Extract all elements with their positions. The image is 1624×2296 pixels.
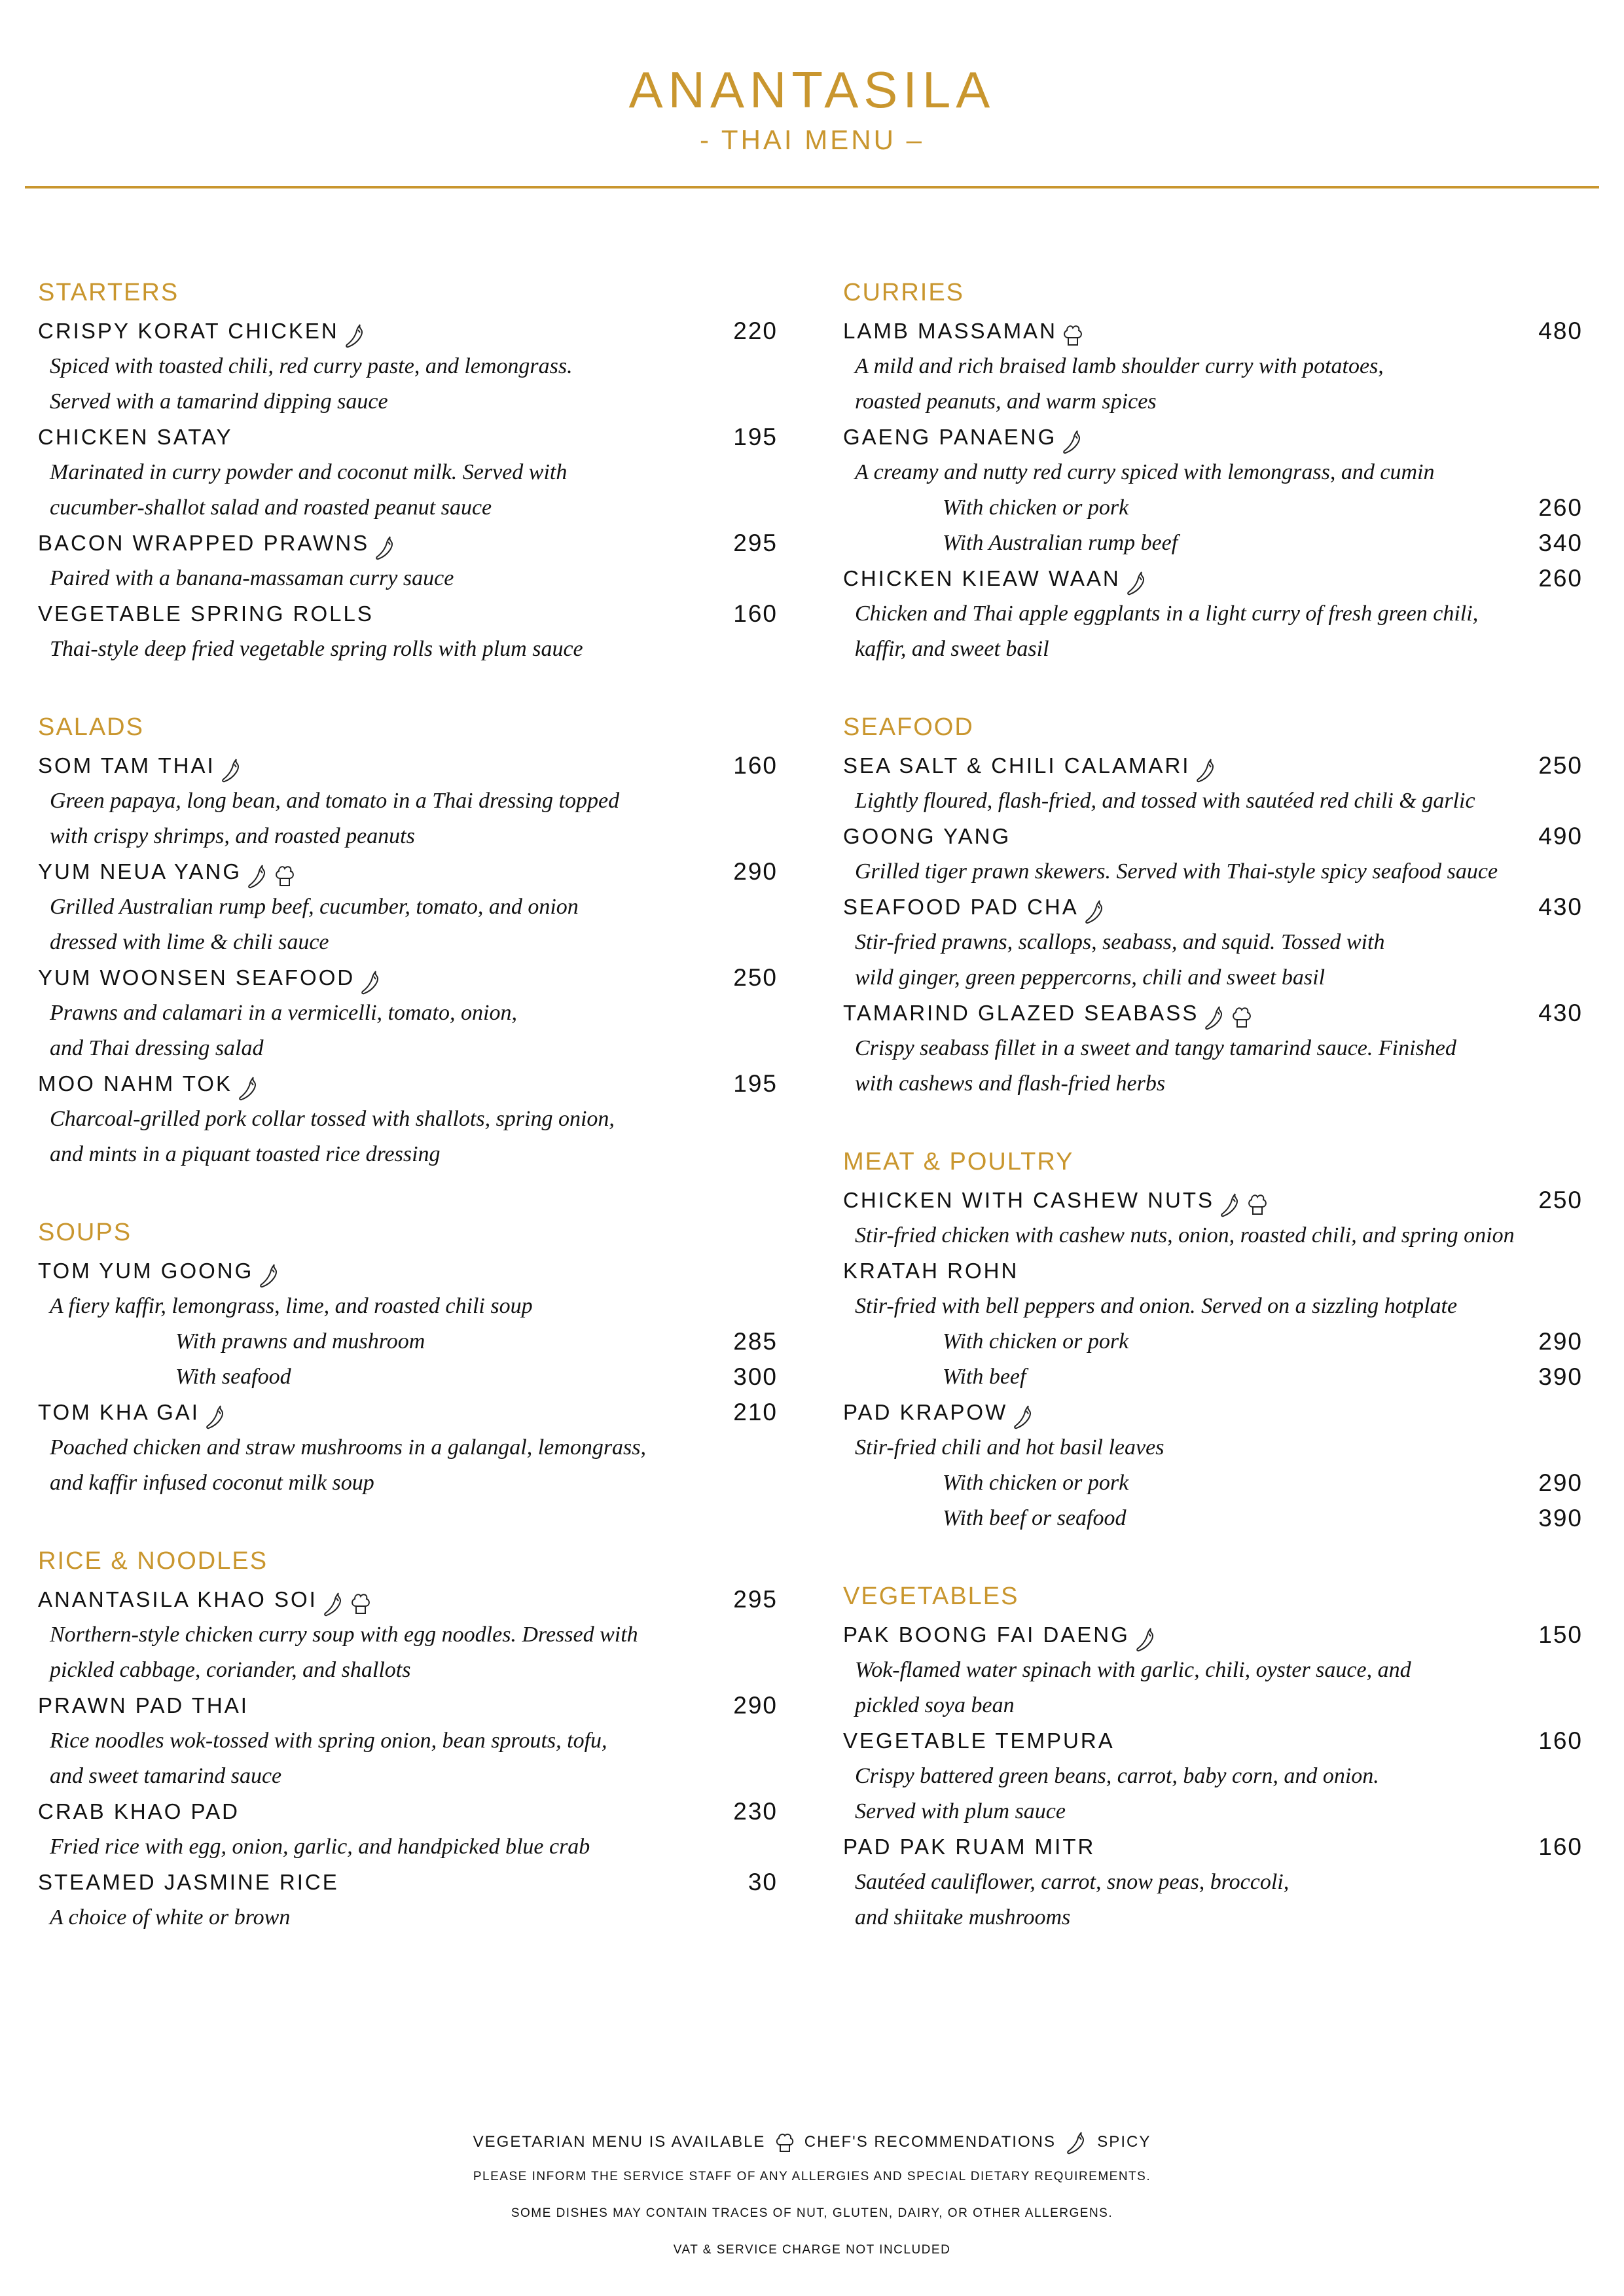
menu-item (843, 1617, 1583, 1723)
item-name: VEGETABLE SPRING ROLLS (38, 601, 374, 626)
item-description: and Thai dressing salad (50, 1036, 264, 1060)
item-header (843, 1723, 1583, 1759)
item-description: with cashews and flash-fried herbs (855, 1071, 1166, 1096)
item-name: GOONG YANG (843, 824, 1011, 848)
item-description: and kaffir infused coconut milk soup (50, 1471, 374, 1495)
menu-item (843, 314, 1583, 420)
item-name: PAD PAK RUAM MITR (843, 1835, 1096, 1859)
item-description: and sweet tamarind sauce (50, 1764, 282, 1788)
item-price: 210 (733, 1399, 778, 1426)
menu-item (38, 854, 778, 960)
chili-icon (1204, 1005, 1226, 1031)
item-description: A creamy and nutty red curry spiced with lemongrass, and cumin (855, 460, 1435, 484)
menu-section (38, 1540, 778, 1935)
item-name: PAD KRAPOW (843, 1400, 1008, 1424)
item-price: 490 (1538, 823, 1583, 850)
variant-label: With Australian rump beef (943, 531, 1178, 555)
item-price: 195 (733, 423, 778, 450)
menu-item (38, 1688, 778, 1794)
item-name: GAENG PANAENG (843, 425, 1057, 449)
right-column (843, 272, 1583, 1975)
chili-icon (360, 969, 382, 996)
item-name: YUM NEUA YANG (38, 859, 242, 884)
menu-item (843, 1395, 1583, 1536)
item-description: Grilled tiger prawn skewers. Served with Thai-style spicy seafood sauce (855, 859, 1498, 884)
legend-spicy-text: SPICY (1097, 2133, 1151, 2151)
item-description: and shiitake mushrooms (855, 1905, 1071, 1929)
item-header (38, 1688, 778, 1723)
item-description: Stir-fried chili and hot basil leaves (855, 1435, 1164, 1460)
item-price: 30 (748, 1869, 778, 1895)
item-price: 250 (1538, 1187, 1583, 1213)
section-title: SEAFOOD (843, 713, 974, 741)
item-price: 260 (1538, 565, 1583, 592)
vat-note: VAT & SERVICE CHARGE NOT INCLUDED (673, 2243, 951, 2257)
chili-icon (259, 1263, 281, 1289)
menu-item (843, 748, 1583, 819)
item-variant (843, 490, 1583, 526)
chili-icon (1195, 757, 1218, 783)
menu-item (38, 960, 778, 1066)
chef-hat-icon (1247, 1193, 1268, 1217)
item-description: Prawns and calamari in a vermicelli, tomato, onion, (50, 1001, 517, 1025)
variant-label: With chicken or pork (943, 1329, 1129, 1354)
menu-item (843, 819, 1583, 889)
chef-hat-icon (775, 2132, 795, 2154)
item-variant (843, 526, 1583, 561)
item-header (843, 1253, 1583, 1289)
item-description: cucumber-shallot salad and roasted peanut sauce (50, 495, 492, 520)
item-header (38, 854, 778, 889)
item-name: PRAWN PAD THAI (38, 1693, 249, 1717)
menu-item (843, 1183, 1583, 1253)
item-price: 250 (733, 964, 778, 991)
variant-price: 300 (733, 1363, 778, 1390)
item-name: CRAB KHAO PAD (38, 1799, 240, 1823)
icon-legend (0, 2126, 1624, 2159)
variant-price: 285 (733, 1328, 778, 1355)
legend-vegetarian-text: VEGETARIAN MENU IS AVAILABLE (473, 2133, 766, 2151)
item-price: 220 (733, 317, 778, 344)
item-description: Northern-style chicken curry soup with egg noodles. Dressed with (50, 1623, 638, 1647)
menu-item (38, 526, 778, 596)
allergen-traces-note: SOME DISHES MAY CONTAIN TRACES OF NUT, GLUTEN, DAIRY, OR OTHER ALLERGENS. (511, 2206, 1113, 2220)
item-header (843, 1617, 1583, 1653)
item-description: Fried rice with egg, onion, garlic, and handpicked blue crab (50, 1835, 590, 1859)
menu-section (843, 706, 1583, 1102)
item-description: pickled soya bean (855, 1693, 1015, 1717)
chef-hat-icon (1231, 1005, 1252, 1030)
chili-icon (1084, 899, 1106, 925)
item-price: 160 (733, 600, 778, 627)
item-name: TOM YUM GOONG (38, 1259, 254, 1283)
item-description: Stir-fried with bell peppers and onion. Served on a sizzling hotplate (855, 1294, 1458, 1318)
item-description: Stir-fried chicken with cashew nuts, onion, roasted chili, and spring onion (855, 1223, 1515, 1247)
item-name: CRISPY KORAT CHICKEN (38, 319, 339, 343)
item-name: PAK BOONG FAI DAENG (843, 1623, 1130, 1647)
item-description: Crispy battered green beans, carrot, baby corn, and onion. (855, 1764, 1379, 1788)
item-description: Marinated in curry powder and coconut milk. Served with (50, 460, 568, 484)
item-price: 295 (733, 529, 778, 556)
chili-icon (1135, 1626, 1157, 1653)
variant-label: With beef (943, 1365, 1026, 1389)
item-name: SEAFOOD PAD CHA (843, 895, 1079, 919)
item-name: CHICKEN KIEAW WAAN (843, 566, 1121, 590)
item-description: Green papaya, long bean, and tomato in a Thai dressing topped (50, 789, 620, 813)
item-price: 290 (733, 858, 778, 885)
menu-section (38, 1211, 778, 1501)
chef-hat-icon (350, 1592, 371, 1617)
section-title: CURRIES (843, 279, 965, 306)
menu-subtitle: - THAI MENU – (700, 124, 924, 155)
item-name: CHICKEN WITH CASHEW NUTS (843, 1188, 1214, 1212)
chili-icon (344, 323, 367, 349)
item-description: Spiced with toasted chili, red curry paste, and lemongrass. (50, 354, 573, 378)
item-price: 160 (1538, 1833, 1583, 1860)
item-description: Rice noodles wok-tossed with spring onion, bean sprouts, tofu, (50, 1729, 607, 1753)
variant-price: 290 (1538, 1469, 1583, 1496)
menu-section (38, 272, 778, 667)
left-column (38, 272, 778, 1975)
item-name: BACON WRAPPED PRAWNS (38, 531, 370, 555)
item-description: Charcoal-grilled pork collar tossed with shallots, spring onion, (50, 1107, 615, 1131)
item-name: YUM WOONSEN SEAFOOD (38, 965, 355, 990)
item-name: ANANTASILA KHAO SOI (38, 1587, 317, 1611)
item-header (38, 1066, 778, 1102)
item-header (38, 1253, 778, 1289)
item-price: 295 (733, 1586, 778, 1613)
item-header (38, 748, 778, 783)
item-variant (843, 1324, 1583, 1359)
item-description: Crispy seabass fillet in a sweet and tangy tamarind sauce. Finished (855, 1036, 1456, 1060)
item-header (843, 1183, 1583, 1218)
item-variant (843, 1359, 1583, 1395)
item-name: CHICKEN SATAY (38, 425, 233, 449)
item-description: Grilled Australian rump beef, cucumber, tomato, and onion (50, 895, 579, 919)
restaurant-name: ANANTASILA (628, 61, 996, 118)
menu-item (38, 1794, 778, 1865)
menu-item (38, 314, 778, 420)
menu-item (38, 1253, 778, 1395)
chili-icon (238, 1075, 260, 1102)
item-price: 160 (733, 752, 778, 779)
item-name: MOO NAHM TOK (38, 1071, 232, 1096)
variant-label: With chicken or pork (943, 495, 1129, 520)
chili-icon (1013, 1404, 1035, 1430)
menu-section (38, 706, 778, 1172)
legend-chef-text: CHEF'S RECOMMENDATIONS (804, 2133, 1056, 2151)
section-title: RICE & NOODLES (38, 1547, 268, 1575)
item-description: Chicken and Thai apple eggplants in a light curry of fresh green chili, (855, 601, 1479, 626)
item-variant (38, 1359, 778, 1395)
chili-icon (1062, 429, 1084, 455)
chili-icon (1126, 570, 1148, 596)
item-description: Sautéed cauliflower, carrot, snow peas, broccoli, (855, 1870, 1290, 1894)
section-title: VEGETABLES (843, 1583, 1019, 1610)
variant-label: With seafood (175, 1365, 291, 1389)
item-variant (38, 1324, 778, 1359)
menu-item (38, 1582, 778, 1688)
item-header (38, 526, 778, 561)
variant-price: 260 (1538, 494, 1583, 521)
item-name: SEA SALT & CHILI CALAMARI (843, 753, 1191, 778)
chef-hat-icon (274, 864, 295, 889)
chili-icon (1066, 2130, 1088, 2155)
menu-item (38, 1395, 778, 1501)
item-price: 430 (1538, 999, 1583, 1026)
item-name: STEAMED JASMINE RICE (38, 1870, 339, 1894)
item-description: Served with a tamarind dipping sauce (50, 389, 388, 414)
header-divider (25, 186, 1599, 188)
item-variant (843, 1465, 1583, 1501)
item-name: SOM TAM THAI (38, 753, 215, 778)
section-title: SOUPS (38, 1219, 132, 1246)
menu-item (843, 1723, 1583, 1829)
item-description: dressed with lime & chili sauce (50, 930, 329, 954)
item-header (843, 1829, 1583, 1865)
item-price: 480 (1538, 317, 1583, 344)
item-price: 160 (1538, 1727, 1583, 1754)
item-description: Wok-flamed water spinach with garlic, chili, oyster sauce, and (855, 1658, 1411, 1682)
item-price: 195 (733, 1070, 778, 1097)
item-description: Poached chicken and straw mushrooms in a galangal, lemongrass, (50, 1435, 647, 1460)
item-description: Lightly floured, flash-fried, and tossed with sautéed red chili & garlic (855, 789, 1475, 813)
item-description: and mints in a piquant toasted rice dressing (50, 1142, 441, 1166)
variant-price: 390 (1538, 1363, 1583, 1390)
item-price: 290 (733, 1692, 778, 1719)
item-description: A fiery kaffir, lemongrass, lime, and roasted chili soup (50, 1294, 533, 1318)
item-price: 150 (1538, 1621, 1583, 1648)
variant-label: With beef or seafood (943, 1506, 1127, 1530)
item-description: A mild and rich braised lamb shoulder curry with potatoes, (855, 354, 1384, 378)
item-name: VEGETABLE TEMPURA (843, 1729, 1115, 1753)
menu-footer (0, 2126, 1624, 2269)
chef-hat-icon (1062, 323, 1083, 348)
item-header (843, 819, 1583, 854)
item-header (38, 314, 778, 349)
menu-item (843, 996, 1583, 1102)
menu-item (38, 1066, 778, 1172)
variant-label: With chicken or pork (943, 1471, 1129, 1495)
section-title: MEAT & POULTRY (843, 1148, 1074, 1175)
item-header (843, 314, 1583, 349)
item-description: kaffir, and sweet basil (855, 637, 1049, 661)
chili-icon (323, 1591, 345, 1617)
item-header (38, 1582, 778, 1617)
item-header (38, 1794, 778, 1829)
menu-section (843, 1141, 1583, 1536)
variant-price: 390 (1538, 1505, 1583, 1532)
menu-item (843, 889, 1583, 996)
item-header (843, 561, 1583, 596)
item-price: 430 (1538, 893, 1583, 920)
item-description: pickled cabbage, coriander, and shallots (50, 1658, 411, 1682)
menu-section (843, 272, 1583, 667)
variant-price: 340 (1538, 529, 1583, 556)
menu-item (843, 1829, 1583, 1935)
item-header (38, 960, 778, 996)
section-title: SALADS (38, 713, 144, 741)
item-description: Served with plum sauce (855, 1799, 1066, 1823)
item-name: KRATAH ROHN (843, 1259, 1019, 1283)
menu-item (843, 1253, 1583, 1395)
section-title: STARTERS (38, 279, 179, 306)
item-description: Paired with a banana-massaman curry sauce (50, 566, 454, 590)
item-price: 250 (1538, 752, 1583, 779)
item-header (843, 889, 1583, 925)
item-price: 230 (733, 1798, 778, 1825)
item-description: Thai-style deep fried vegetable spring rolls with plum sauce (50, 637, 583, 661)
item-description: Stir-fried prawns, scallops, seabass, and squid. Tossed with (855, 930, 1385, 954)
menu-item (38, 1865, 778, 1935)
item-name: TAMARIND GLAZED SEABASS (843, 1001, 1199, 1025)
chili-icon (374, 535, 397, 561)
item-header (38, 1865, 778, 1900)
item-header (38, 420, 778, 455)
chili-icon (221, 757, 243, 783)
menu-item (38, 420, 778, 526)
item-name: LAMB MASSAMAN (843, 319, 1057, 343)
item-header (843, 420, 1583, 455)
item-description: A choice of white or brown (50, 1905, 291, 1929)
menu-section (843, 1575, 1583, 1935)
item-header (38, 596, 778, 632)
menu-item (843, 561, 1583, 667)
item-description: with crispy shrimps, and roasted peanuts (50, 824, 415, 848)
item-header (843, 1395, 1583, 1430)
allergy-note: PLEASE INFORM THE SERVICE STAFF OF ANY ALLERGIES AND SPECIAL DIETARY REQUIREMENTS. (473, 2170, 1151, 2183)
menu-item (843, 420, 1583, 561)
variant-price: 290 (1538, 1328, 1583, 1355)
item-variant (843, 1501, 1583, 1536)
variant-label: With prawns and mushroom (175, 1329, 425, 1354)
chili-icon (247, 863, 269, 889)
menu-item (38, 596, 778, 667)
chili-icon (205, 1404, 227, 1430)
item-description: roasted peanuts, and warm spices (855, 389, 1157, 414)
item-header (38, 1395, 778, 1430)
menu-item (38, 748, 778, 854)
item-description: wild ginger, green peppercorns, chili and sweet basil (855, 965, 1326, 990)
item-header (843, 996, 1583, 1031)
chili-icon (1219, 1192, 1242, 1218)
item-name: TOM KHA GAI (38, 1400, 200, 1424)
item-header (843, 748, 1583, 783)
